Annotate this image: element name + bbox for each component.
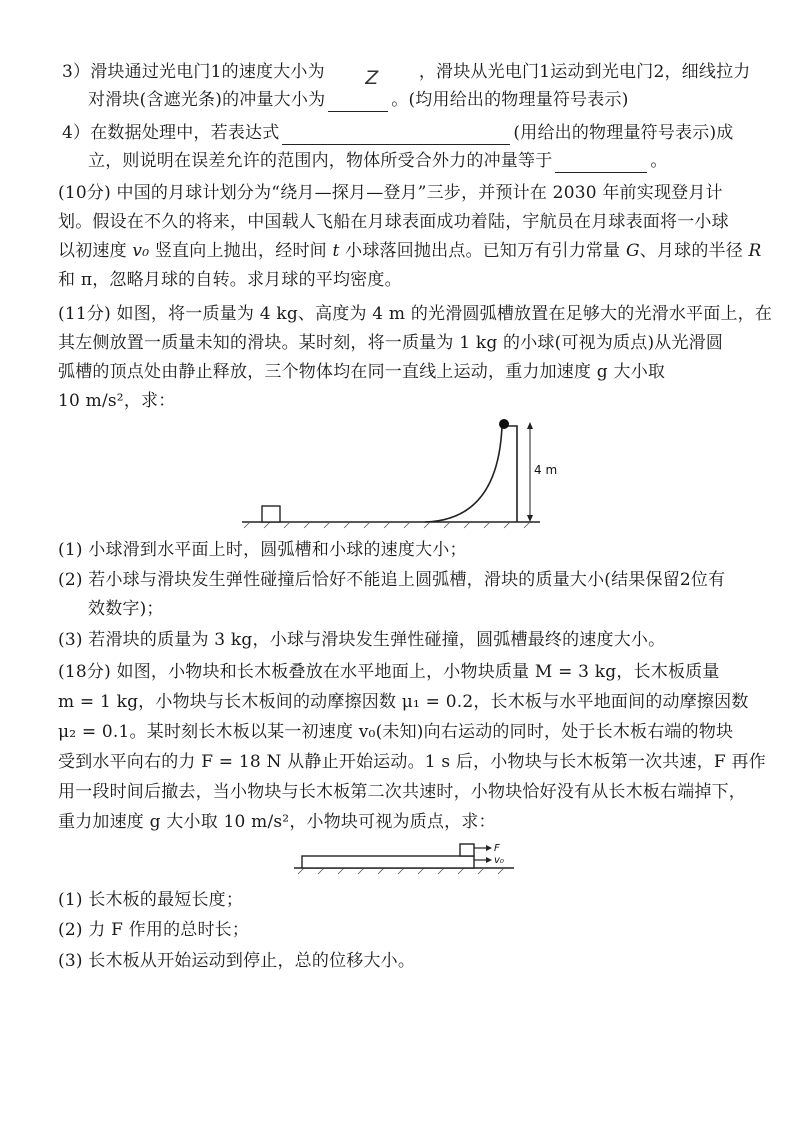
arc-groove-diagram bbox=[240, 412, 558, 532]
force-arrow-head bbox=[486, 845, 492, 851]
q14-line3 bbox=[58, 239, 762, 263]
handwritten-mark: Z bbox=[365, 67, 379, 89]
q-prev-blank-1 bbox=[328, 66, 416, 89]
q-prev-part3-text: 3）滑块通过光电门1的速度大小为 bbox=[62, 62, 325, 82]
q-prev-part3-line2 bbox=[88, 88, 629, 112]
velocity-arrow-head bbox=[486, 857, 492, 863]
q16-sub1: (1) 长木板的最短长度； bbox=[58, 890, 244, 910]
q14-line2: 划。假设在不久的将来，中国载人飞船在月球表面成功着陆，宇航员在月球表面将一小球 bbox=[58, 212, 729, 232]
symbol-G: G bbox=[625, 241, 640, 261]
q16-line2: m = 1 kg，小物块与长木板间的动摩擦因数 μ₁ = 0.2，长木板与水平地面间的动摩擦因数 bbox=[58, 692, 749, 712]
ground-hatching bbox=[298, 868, 504, 874]
q16-line1: (18分) 如图，小物块和长木板叠放在水平地面上，小物块质量 M = 3 kg，长木板质量 bbox=[58, 662, 720, 682]
q15-line1: (11分) 如图，将一质量为 4 kg、高度为 4 m 的光滑圆弧槽放置在足够大的光滑水平面上，在 bbox=[58, 304, 773, 324]
ground-hatching bbox=[244, 522, 530, 528]
board-block-diagram bbox=[292, 834, 522, 874]
symbol-t: t bbox=[332, 241, 340, 261]
q16-sub2: (2) 力 F 作用的总时长； bbox=[58, 920, 250, 940]
q-prev-part3-text-c: 对滑块(含遮光条)的冲量大小为 bbox=[88, 90, 326, 110]
q14-line4-b: ，忽略月球的自转。求月球的平均密度。 bbox=[92, 270, 402, 290]
q16-line5: 用一段时间后撤去，当小物块与长木板第二次共速时，小物块恰好没有从长木板右端掉下， bbox=[58, 782, 746, 802]
q-prev-blank-3 bbox=[282, 126, 510, 145]
q-prev-part4-text-d: 。 bbox=[650, 151, 668, 171]
q15-sub1: (1) 小球滑到水平面上时，圆弧槽和小球的速度大小； bbox=[58, 540, 467, 560]
q14-line3-c: 小球落回抛出点。已知万有引力常量 bbox=[345, 241, 621, 261]
q-prev-part3-text-d: 。(均用给出的物理量符号表示) bbox=[391, 90, 629, 110]
force-label: F bbox=[494, 843, 500, 854]
long-board bbox=[302, 856, 474, 868]
q14-line3-a: 以初速度 bbox=[58, 241, 127, 261]
q16-sub3: (3) 长木板从开始运动到停止，总的位移大小。 bbox=[58, 951, 416, 971]
symbol-R: R bbox=[748, 241, 762, 261]
q-prev-part4-text-b: (用给出的物理量符号表示)成 bbox=[513, 123, 734, 143]
q15-line3: 弧槽的顶点处由静止释放，三个物体均在同一直线上运动，重力加速度 g 大小取 bbox=[58, 362, 666, 382]
q14-line4-a: 和 bbox=[58, 270, 76, 290]
q-prev-part3-text-b: ，滑块从光电门1运动到光电门2，细线拉力 bbox=[418, 62, 751, 82]
q-prev-blank-2 bbox=[328, 93, 388, 112]
q14-line3-b: 竖直向上抛出，经时间 bbox=[154, 241, 327, 261]
q16-line6: 重力加速度 g 大小取 10 m/s²，小物块可视为质点，求： bbox=[58, 812, 496, 832]
small-block bbox=[460, 844, 474, 856]
q15-sub3: (3) 若滑块的质量为 3 kg，小球与滑块发生弹性碰撞，圆弧槽最终的速度大小。 bbox=[58, 630, 666, 650]
height-arrow-up bbox=[527, 422, 533, 429]
q15-line2: 其左侧放置一质量未知的滑块。某时刻，将一质量为 1 kg 的小球(可视为质点)从光滑圆 bbox=[58, 333, 724, 353]
q-prev-part4-line1 bbox=[62, 121, 734, 145]
q-prev-part4-text-c: 立，则说明在误差允许的范围内，物体所受合外力的冲量等于 bbox=[88, 151, 553, 171]
q16-line3: μ₂ = 0.1。某时刻长木板以某一初速度 v₀(未知)向右运动的同时，处于长木板右端的物块 bbox=[58, 722, 734, 742]
velocity-label: v₀ bbox=[494, 855, 504, 866]
q-prev-part3-line1 bbox=[62, 60, 751, 89]
q-prev-part4-line2 bbox=[88, 149, 668, 173]
q15-sub2-line2: 效数字)； bbox=[88, 599, 164, 619]
q16-line4: 受到水平向右的力 F = 18 N 从静止开始运动。1 s 后，小物块与长木板第一次共速，F 再作 bbox=[58, 752, 766, 772]
symbol-v0: v₀ bbox=[132, 241, 150, 261]
height-label: 4 m bbox=[534, 463, 558, 477]
arc-groove bbox=[425, 426, 517, 522]
q-prev-blank-4 bbox=[555, 154, 647, 173]
q-prev-part4-text-a: 4）在数据处理中，若表达式 bbox=[62, 123, 280, 143]
q14-line4 bbox=[58, 268, 402, 292]
symbol-pi: π bbox=[80, 270, 93, 290]
height-arrow-down bbox=[527, 515, 533, 522]
q15-sub2-line1: (2) 若小球与滑块发生弹性碰撞后恰好不能追上圆弧槽，滑块的质量大小(结果保留2位有 bbox=[58, 570, 726, 590]
q14-line1: (10分) 中国的月球计划分为“绕月—探月—登月”三步，并预计在 2030 年前实现登月计 bbox=[58, 183, 723, 203]
small-ball bbox=[499, 419, 509, 429]
q15-line4: 10 m/s²，求： bbox=[58, 391, 176, 411]
slider-block bbox=[262, 506, 280, 522]
q14-line3-d: 、月球的半径 bbox=[639, 241, 743, 261]
